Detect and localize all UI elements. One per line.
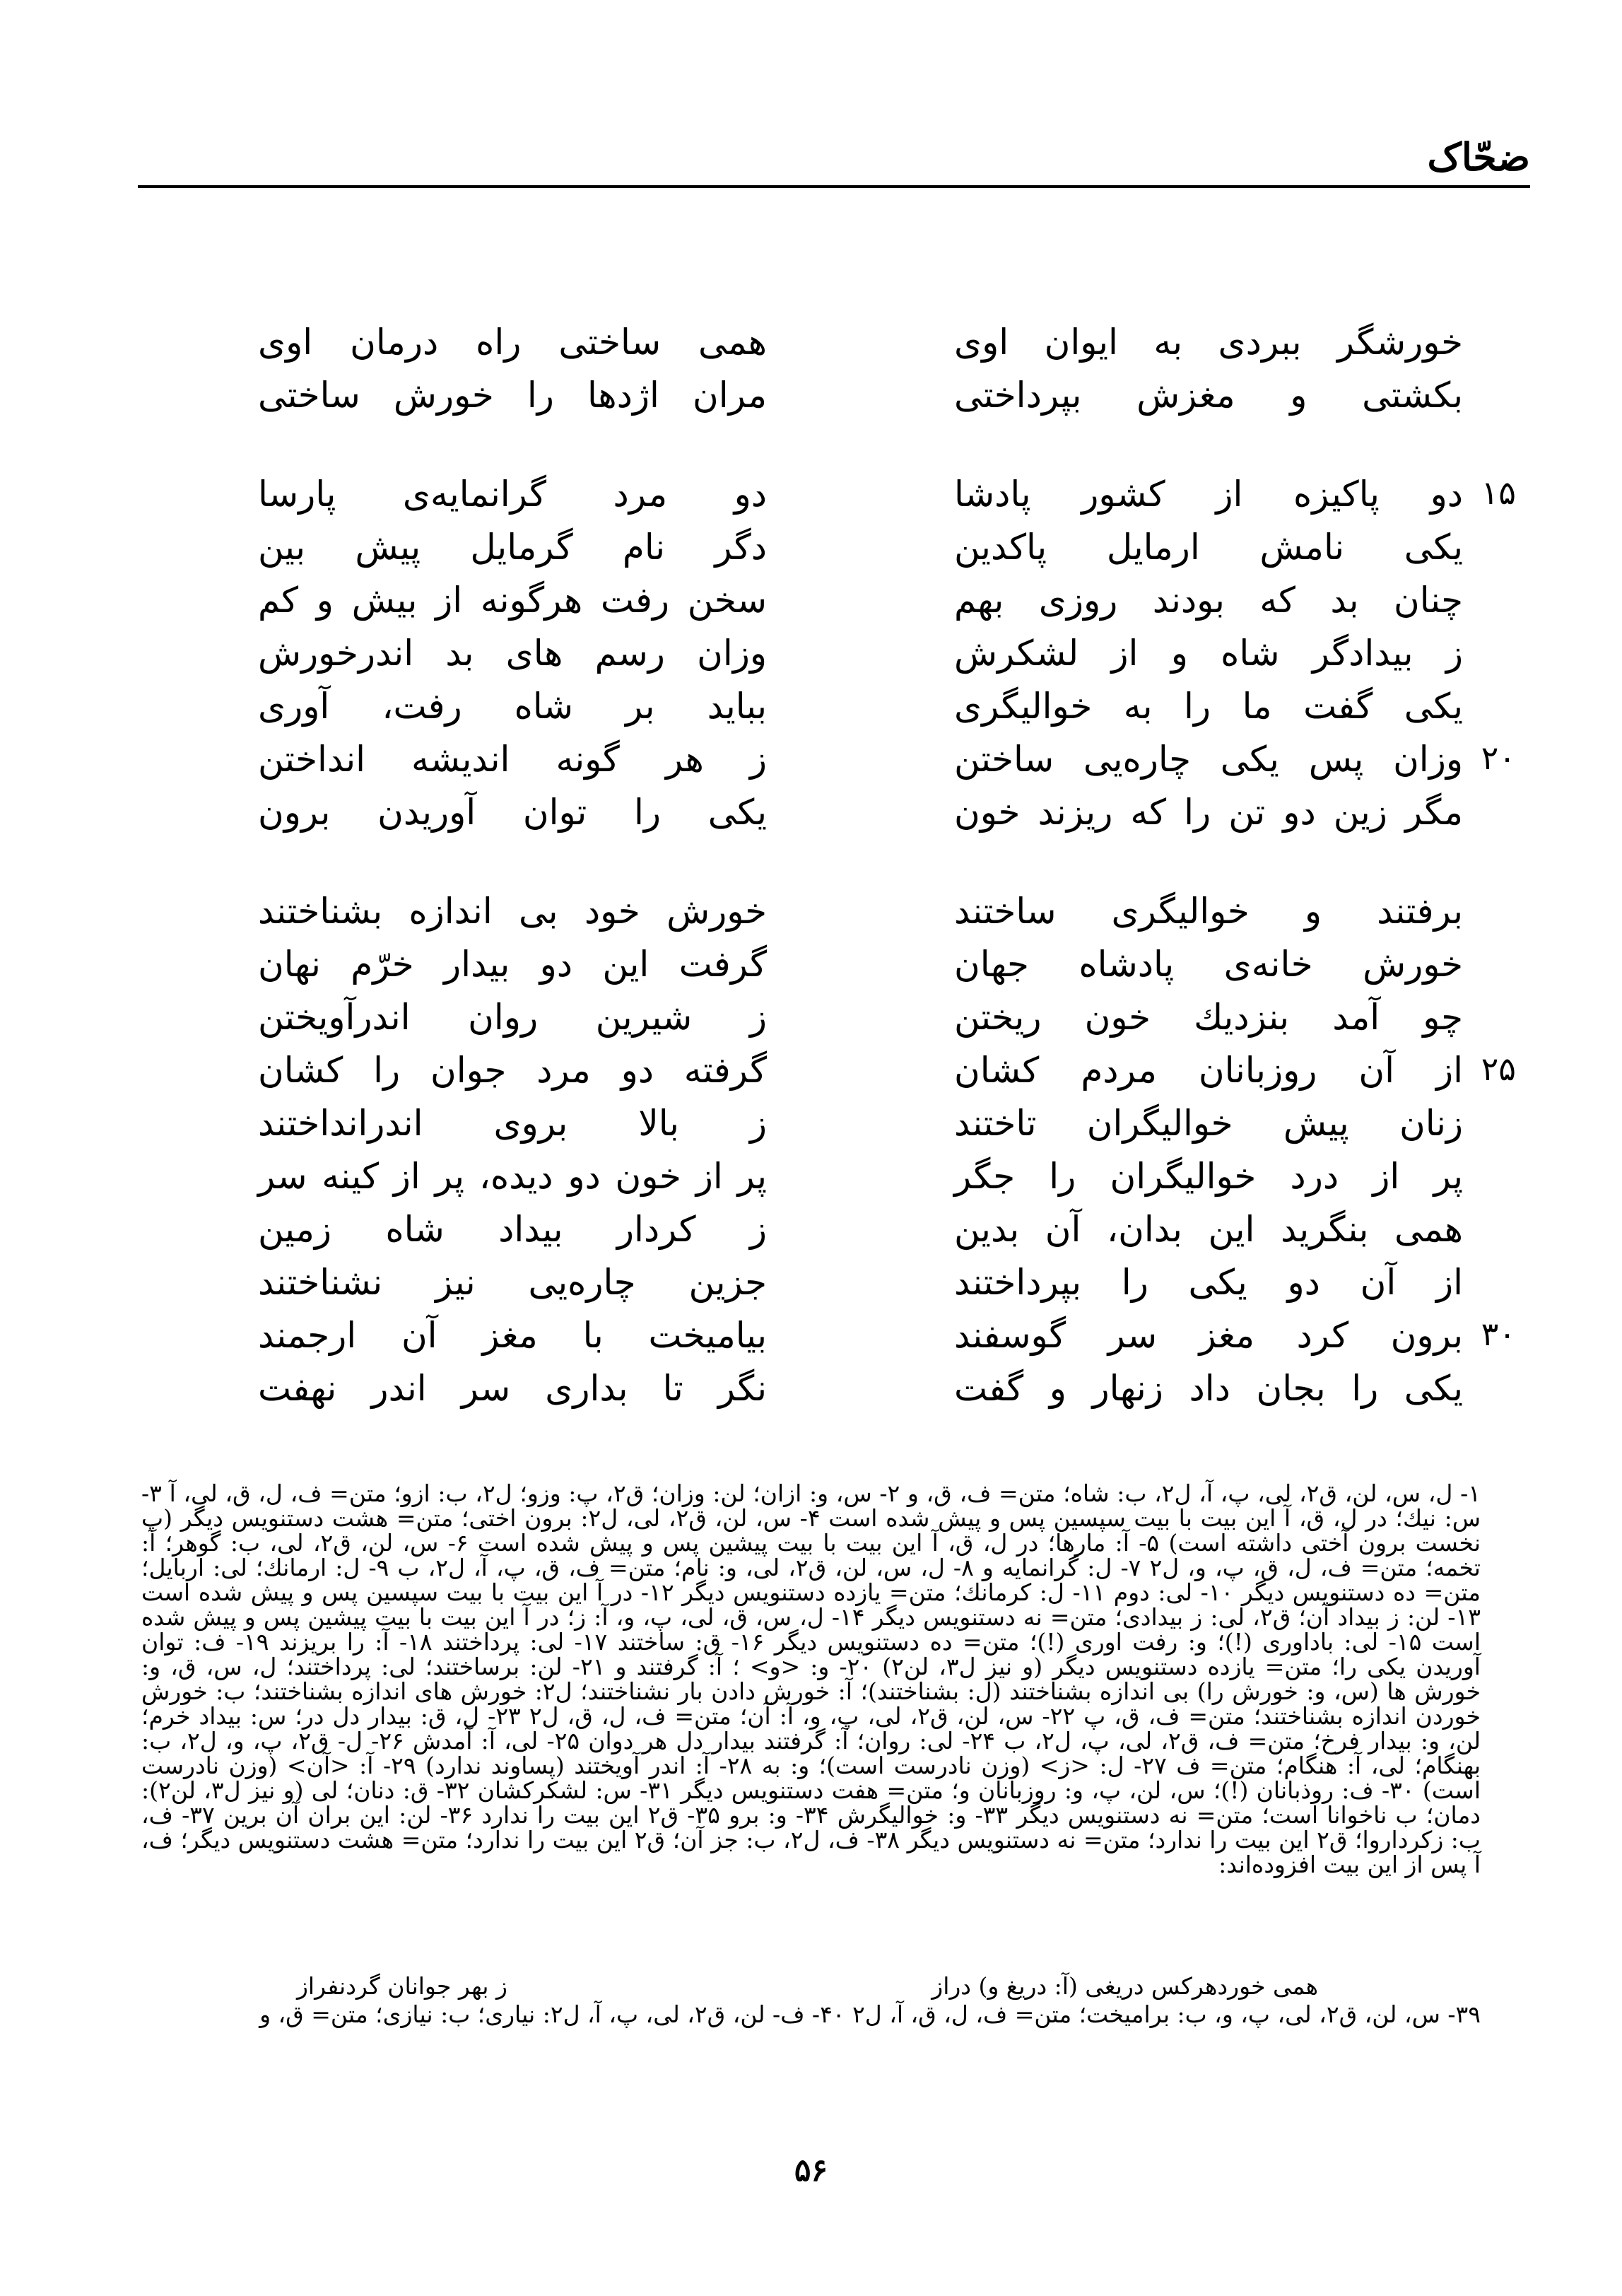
hemistich-second: یکی را توان آوریدن برون [258, 792, 767, 833]
hemistich-first: یکی نامش ارمایل پاکدین [954, 527, 1463, 568]
hemistich-second: ز هر گونه اندیشه انداختن [258, 739, 767, 780]
hemistich-first: مگر زین دو تن را که ریزند خون [954, 792, 1463, 833]
verse-number: ۲۰ [1481, 739, 1516, 777]
footnote-added-verse [297, 1972, 1318, 2000]
hemistich-first: برون کرد مغز سر گوسفند [954, 1315, 1463, 1356]
hemistich-first: چنان بد که بودند روزی بهم [954, 580, 1463, 621]
chapter-title: ضحّاک [1427, 134, 1530, 180]
added-verse-right: همی خوردهرکس دریغی (آ: دریغ و) دراز [932, 1972, 1318, 2000]
hemistich-first: یکی گفت ما را به خوالیگری [954, 686, 1463, 727]
hemistich-first: زنان پیش خوالیگران تاختند [954, 1103, 1463, 1144]
hemistich-first: یکی را بجان داد زنهار و گفت [954, 1368, 1463, 1409]
verse-number: ۱۵ [1481, 474, 1516, 512]
hemistich-second: بیامیخت با مغز آن ارجمند [258, 1315, 767, 1356]
hemistich-second: جزین چاره‌یی نیز نشناختند [258, 1262, 767, 1303]
hemistich-second: گرفته دو مرد جوان را کشان [258, 1050, 767, 1091]
hemistich-first: وزان پس یکی چاره‌یی ساختن [954, 739, 1463, 780]
hemistich-first: بکشتی و مغزش بپرداختی [954, 375, 1463, 416]
hemistich-second: خورش خود بی اندازه بشناختند [258, 891, 767, 932]
hemistich-second: مران اژدها را خورش ساختی [258, 375, 767, 416]
hemistich-second: دگر نام گرمایل پیش بین [258, 527, 767, 568]
hemistich-second: ز بالا بروی اندرانداختند [258, 1103, 767, 1144]
hemistich-first: از آن روزبانان مردم کشان [954, 1050, 1463, 1091]
verse-number: ۳۰ [1481, 1315, 1516, 1353]
hemistich-first: خورشگر ببردی به ایوان اوی [954, 322, 1463, 363]
hemistich-first: پر از درد خوالیگران را جگر [954, 1156, 1463, 1197]
hemistich-second: ز کردار بیداد شاه زمین [258, 1209, 767, 1250]
hemistich-second: نگر تا بداری سر اندر نهفت [258, 1368, 767, 1409]
hemistich-second: بباید بر شاه رفت، آوری [258, 686, 767, 727]
hemistich-second: همی ساختی راه درمان اوی [258, 322, 767, 363]
hemistich-second: سخن رفت هرگونه از بیش و کم [258, 580, 767, 621]
header-divider [138, 185, 1530, 188]
hemistich-first: دو پاکیزه از کشور پادشا [954, 474, 1463, 515]
hemistich-second: دو مرد گرانمایه‌ی پارسا [258, 474, 767, 515]
page-number: ۵۶ [794, 2152, 828, 2189]
hemistich-first: ز بیدادگر شاه و از لشکرش [954, 633, 1463, 674]
hemistich-first: خورش خانه‌ی پادشاه جهان [954, 944, 1463, 985]
hemistich-second: ز شیرین روان اندرآویختن [258, 997, 767, 1038]
added-verse-left: ز بهر جوانان گردنفراز [297, 1972, 507, 2000]
hemistich-second: گرفت این دو بیدار خرّم نهان [258, 944, 767, 985]
hemistich-first: همی بنگرید این بدان، آن بدین [954, 1209, 1463, 1250]
hemistich-first: از آن دو یکی را بپرداختند [954, 1262, 1463, 1303]
verse-number: ۲۵ [1481, 1050, 1516, 1088]
hemistich-first: برفتند و خوالیگری ساختند [954, 891, 1463, 932]
hemistich-second: پر از خون دو دیده، پر از کینه سر [258, 1156, 767, 1197]
footnotes-tail: ۳۹- س، لن، ق۲، لی، پ، و، ب: برامیخت؛ متن= ف، ل، ق، آ، ل۲ ۴۰- ف- لن، ق۲، لی، پ، آ، ل۲: نیاری؛ ب: نیازی؛ متن= ق، و [259, 2001, 1481, 2028]
hemistich-second: وزان رسم های بد اندرخورش [258, 633, 767, 674]
hemistich-first: چو آمد بنزدیك خون ریختن [954, 997, 1463, 1038]
footnotes: ۱- ل، س، لن، ق۲، لی، پ، آ، ل۲، ب: شاه؛ متن= ف، ق، و ۲- س، و: ازان؛ لن: وزان؛ ق۲، پ: وزو؛ ل۲، ب: ازو؛ متن= ف، ل، ق، لی، آ ۳- س: نیك؛ در ل، ق، آ این بیت با بیت سپسین پس و پیش شده است ۴- س، لن، ق۲، لی، ل۲: برون اختی؛ متن= هشت دستنویس دیگر (پ نخست برون آختی داشته است) ۵- آ: مارها؛ در ل، ق، آ این بیت با بیت پیشین پس و پیش شده است ۶- س، لن، ق۲، لی، ب: گوهر؛ آ: تخمه؛ متن= ف، ل، ق، پ، و، ل۲ ۷- ل: گرانمایه و ۸- ل، س، لن، ق۲، لی، و: نام؛ متن= ف، ق، پ، آ، ل۲، ب ۹- ل: ارمانك؛ لی: اربایل؛ متن= ده دستنویس دیگر ۱۰- لی: دوم ۱۱- ل: کرمانك؛ متن= یازده دستنویس دیگر ۱۲- در آ این بیت با بیت سپسین پس و پیش شده است ۱۳- لن: ز بیداد آن؛ ق۲، لی: ز بیدادی؛ متن= نه دستنویس دیگر ۱۴- ل، س، ق، لی، پ، و، آ: ز؛ در آ این بیت با بیت پیشین پس و پیش شده است ۱۵- لی: باداوری (!)؛ و: رفت اوری (!)؛ متن= ده دستنویس دیگر ۱۶- ق: ساختند ۱۷- لی: پرداختند ۱۸- آ: را بریزند ۱۹- ف: توان آوریدن یکی را؛ متن= یازده دستنویس دیگر (و نیز ل۳، لن۲) ۲۰- و: <و> ؛ آ: گرفتند و ۲۱- لن: برساختند؛ لی: پرداختند؛ ل، س، ق، و: خورش ها (س، و: خورش را) بی اندازه بشناختند (ل: بشناختند)؛ آ: خورش دادن بار نشناختند؛ ل۲: خورش های اندازه بشناختند؛ ب: خورش خوردن اندازه بشناختند؛ متن= ف، ق، پ ۲۲- س، لن، ق۲، لی، پ، و، آ: آن؛ متن= ف، ل، ق، ل۲ ۲۳- ل، ق: بیدار دل در؛ س: بیداد خرم؛ لن، و: بیدار فرخ؛ متن= ف، ق۲، لی، پ، ل۲، ب ۲۴- لی: روان؛ آ: گرفتند بیدار دل هر دوان ۲۵- لی، آ: آمدش ۲۶- ل- ق۲، پ، و، ل۲، ب: بهنگام؛ لی، آ: هنگام؛ متن= ف ۲۷- ل: <ز> (وزن نادرست است)؛ و: به ۲۸- آ: اندر آویختند (پساوند ندارد) ۲۹- آ: <آن> (وزن نادرست است) ۳۰- ف: روذبانان (!)؛ س، لن، پ، و: روزبانان و؛ متن= هفت دستنویس دیگر ۳۱- س: لشکرکشان ۳۲- ق: دنان؛ لی (و نیز ل۳، لن۲): دمان؛ ب ناخوانا است؛ متن= نه دستنویس دیگر ۳۳- و: خوالیگرش ۳۴- و: برو ۳۵- ق۲ این بیت را ندارد ۳۶- لن: این بران آن برین ۳۷- ف، ب: زکرداروا؛ ق۲ این بیت را ندارد؛ متن= نه دستنویس دیگر ۳۸- ف، ل۲، ب: جز آن؛ ق۲ این بیت را ندارد؛ متن= هشت دستنویس دیگر؛ ف، آ پس از این بیت افزوده‌اند: [141, 1480, 1481, 1878]
